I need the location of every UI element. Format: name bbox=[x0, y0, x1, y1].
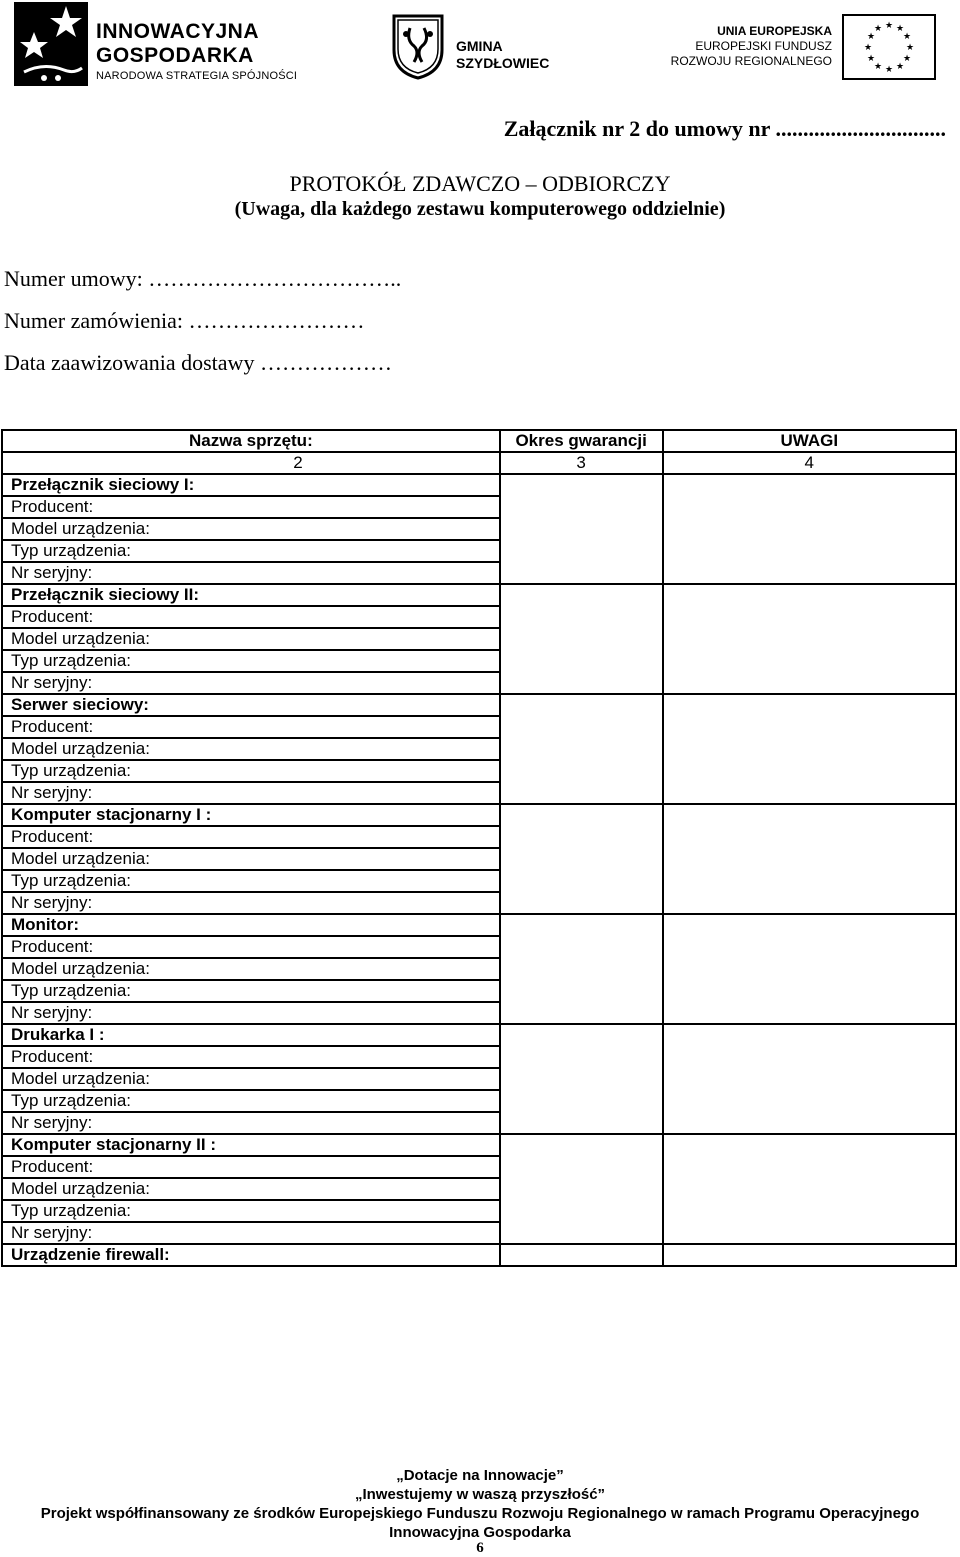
svg-text:★: ★ bbox=[866, 32, 876, 42]
equipment-field-label: Producent: bbox=[2, 1046, 500, 1068]
equipment-field-label: Producent: bbox=[2, 1156, 500, 1178]
table-header-row bbox=[2, 430, 956, 452]
eu-line1: UNIA EUROPEJSKA bbox=[717, 24, 832, 38]
annex-heading: Załącznik nr 2 do umowy nr ............................... bbox=[503, 116, 946, 141]
equipment-group-title: Przełącznik sieciowy I: bbox=[2, 474, 500, 496]
equipment-field-label: Model urządzenia: bbox=[2, 1068, 500, 1090]
innowacyjna-gospodarka-logo bbox=[14, 2, 304, 86]
eu-line3: ROZWOJU REGIONALNEGO bbox=[670, 54, 832, 68]
page-footer bbox=[0, 1466, 960, 1542]
svg-text:★: ★ bbox=[884, 65, 894, 75]
equipment-field-label: Producent: bbox=[2, 826, 500, 848]
ig-line1: INNOWACYJNA bbox=[96, 20, 260, 43]
svg-text:★: ★ bbox=[905, 43, 915, 53]
eu-text bbox=[670, 24, 832, 69]
table-number-row bbox=[2, 452, 956, 474]
equipment-group-title: Drukarka I : bbox=[2, 1024, 500, 1046]
equipment-field-label: Typ urządzenia: bbox=[2, 1090, 500, 1112]
equipment-field-label: Model urządzenia: bbox=[2, 518, 500, 540]
equipment-field-label: Producent: bbox=[2, 606, 500, 628]
svg-text:★: ★ bbox=[873, 62, 883, 72]
table-row bbox=[2, 694, 956, 716]
table-row bbox=[2, 804, 956, 826]
equipment-field-label: Typ urządzenia: bbox=[2, 1200, 500, 1222]
contract-number-field: Numer umowy: …………………………….. bbox=[4, 266, 402, 291]
warranty-cell bbox=[500, 1024, 663, 1134]
equipment-field-label: Nr seryjny: bbox=[2, 1112, 500, 1134]
equipment-field-label: Producent: bbox=[2, 936, 500, 958]
svg-text:★: ★ bbox=[873, 24, 883, 34]
equipment-field-label: Producent: bbox=[2, 716, 500, 738]
equipment-field-label: Typ urządzenia: bbox=[2, 980, 500, 1002]
remarks-cell bbox=[663, 474, 956, 584]
page-header bbox=[0, 0, 960, 95]
equipment-group-title: Urządzenie firewall: bbox=[2, 1244, 500, 1266]
header-equipment-name: Nazwa sprzętu: bbox=[2, 430, 500, 452]
col-number-4: 4 bbox=[663, 452, 956, 474]
remarks-cell bbox=[663, 1134, 956, 1244]
ig-emblem-icon bbox=[14, 2, 88, 86]
equipment-field-label: Nr seryjny: bbox=[2, 782, 500, 804]
remarks-cell bbox=[663, 1244, 956, 1266]
warranty-cell bbox=[500, 1244, 663, 1266]
delivery-date-field: Data zaawizowania dostawy ……………… bbox=[4, 350, 392, 375]
ig-line2: GOSPODARKA bbox=[96, 44, 254, 67]
gmina-name bbox=[456, 38, 549, 72]
equipment-field-label: Nr seryjny: bbox=[2, 892, 500, 914]
equipment-field-label: Nr seryjny: bbox=[2, 562, 500, 584]
svg-text:★: ★ bbox=[895, 62, 905, 72]
eu-flag-icon bbox=[842, 14, 936, 80]
header-remarks: UWAGI bbox=[663, 430, 956, 452]
equipment-field-label: Model urządzenia: bbox=[2, 958, 500, 980]
equipment-field-label: Nr seryjny: bbox=[2, 1222, 500, 1244]
crest-icon bbox=[390, 12, 446, 80]
equipment-field-label: Producent: bbox=[2, 496, 500, 518]
svg-text:★: ★ bbox=[863, 43, 873, 53]
gmina-line2: SZYDŁOWIEC bbox=[456, 55, 550, 71]
remarks-cell bbox=[663, 804, 956, 914]
warranty-cell bbox=[500, 474, 663, 584]
gmina-line1: GMINA bbox=[456, 38, 503, 54]
equipment-group-title: Komputer stacjonarny II : bbox=[2, 1134, 500, 1156]
remarks-cell bbox=[663, 914, 956, 1024]
table-row bbox=[2, 1244, 956, 1266]
table-row bbox=[2, 1024, 956, 1046]
eu-logo bbox=[670, 12, 940, 82]
equipment-group-title: Monitor: bbox=[2, 914, 500, 936]
warranty-cell bbox=[500, 584, 663, 694]
footer-line4: Innowacyjna Gospodarka bbox=[389, 1524, 571, 1541]
svg-text:★: ★ bbox=[866, 54, 876, 64]
svg-text:★: ★ bbox=[902, 32, 912, 42]
eu-line2: EUROPEJSKI FUNDUSZ bbox=[695, 39, 832, 53]
svg-text:★: ★ bbox=[895, 24, 905, 34]
equipment-group-title: Komputer stacjonarny I : bbox=[2, 804, 500, 826]
remarks-cell bbox=[663, 584, 956, 694]
warranty-cell bbox=[500, 694, 663, 804]
equipment-field-label: Typ urządzenia: bbox=[2, 650, 500, 672]
svg-text:★: ★ bbox=[884, 21, 894, 31]
warranty-cell bbox=[500, 804, 663, 914]
table-row bbox=[2, 914, 956, 936]
equipment-field-label: Model urządzenia: bbox=[2, 1178, 500, 1200]
remarks-cell bbox=[663, 1024, 956, 1134]
warranty-cell bbox=[500, 914, 663, 1024]
equipment-field-label: Model urządzenia: bbox=[2, 848, 500, 870]
table-row bbox=[2, 584, 956, 606]
gmina-logo bbox=[390, 12, 580, 82]
equipment-field-label: Nr seryjny: bbox=[2, 672, 500, 694]
document-title: PROTOKÓŁ ZDAWCZO – ODBIORCZY bbox=[289, 171, 671, 196]
table-body bbox=[2, 474, 956, 1266]
col-number-2: 2 bbox=[2, 452, 500, 474]
equipment-field-label: Typ urządzenia: bbox=[2, 870, 500, 892]
page-number: 6 bbox=[476, 1540, 484, 1556]
svg-text:★: ★ bbox=[902, 54, 912, 64]
equipment-field-label: Typ urządzenia: bbox=[2, 540, 500, 562]
table-row bbox=[2, 1134, 956, 1156]
equipment-group-title: Przełącznik sieciowy II: bbox=[2, 584, 500, 606]
order-number-field: Numer zamówienia: …………………… bbox=[4, 308, 365, 333]
equipment-group-title: Serwer sieciowy: bbox=[2, 694, 500, 716]
equipment-field-label: Nr seryjny: bbox=[2, 1002, 500, 1024]
warranty-cell bbox=[500, 1134, 663, 1244]
equipment-field-label: Model urządzenia: bbox=[2, 628, 500, 650]
document-subtitle: (Uwaga, dla każdego zestawu komputerowego oddzielnie) bbox=[234, 198, 726, 220]
equipment-field-label: Model urządzenia: bbox=[2, 738, 500, 760]
footer-line3: Projekt współfinansowany ze środków Europejskiego Funduszu Rozwoju Regionalnego w ramach Programu Operacyjnego bbox=[40, 1505, 920, 1522]
remarks-cell bbox=[663, 694, 956, 804]
footer-line1: „Dotacje na Innowacje” bbox=[396, 1467, 564, 1484]
ig-line3: NARODOWA STRATEGIA SPÓJNOŚCI bbox=[96, 70, 298, 82]
table-row bbox=[2, 474, 956, 496]
header-warranty: Okres gwarancji bbox=[500, 430, 663, 452]
equipment-table bbox=[1, 429, 957, 1267]
equipment-field-label: Typ urządzenia: bbox=[2, 760, 500, 782]
footer-line2: „Inwestujemy w waszą przyszłość” bbox=[354, 1486, 606, 1503]
col-number-3: 3 bbox=[500, 452, 663, 474]
